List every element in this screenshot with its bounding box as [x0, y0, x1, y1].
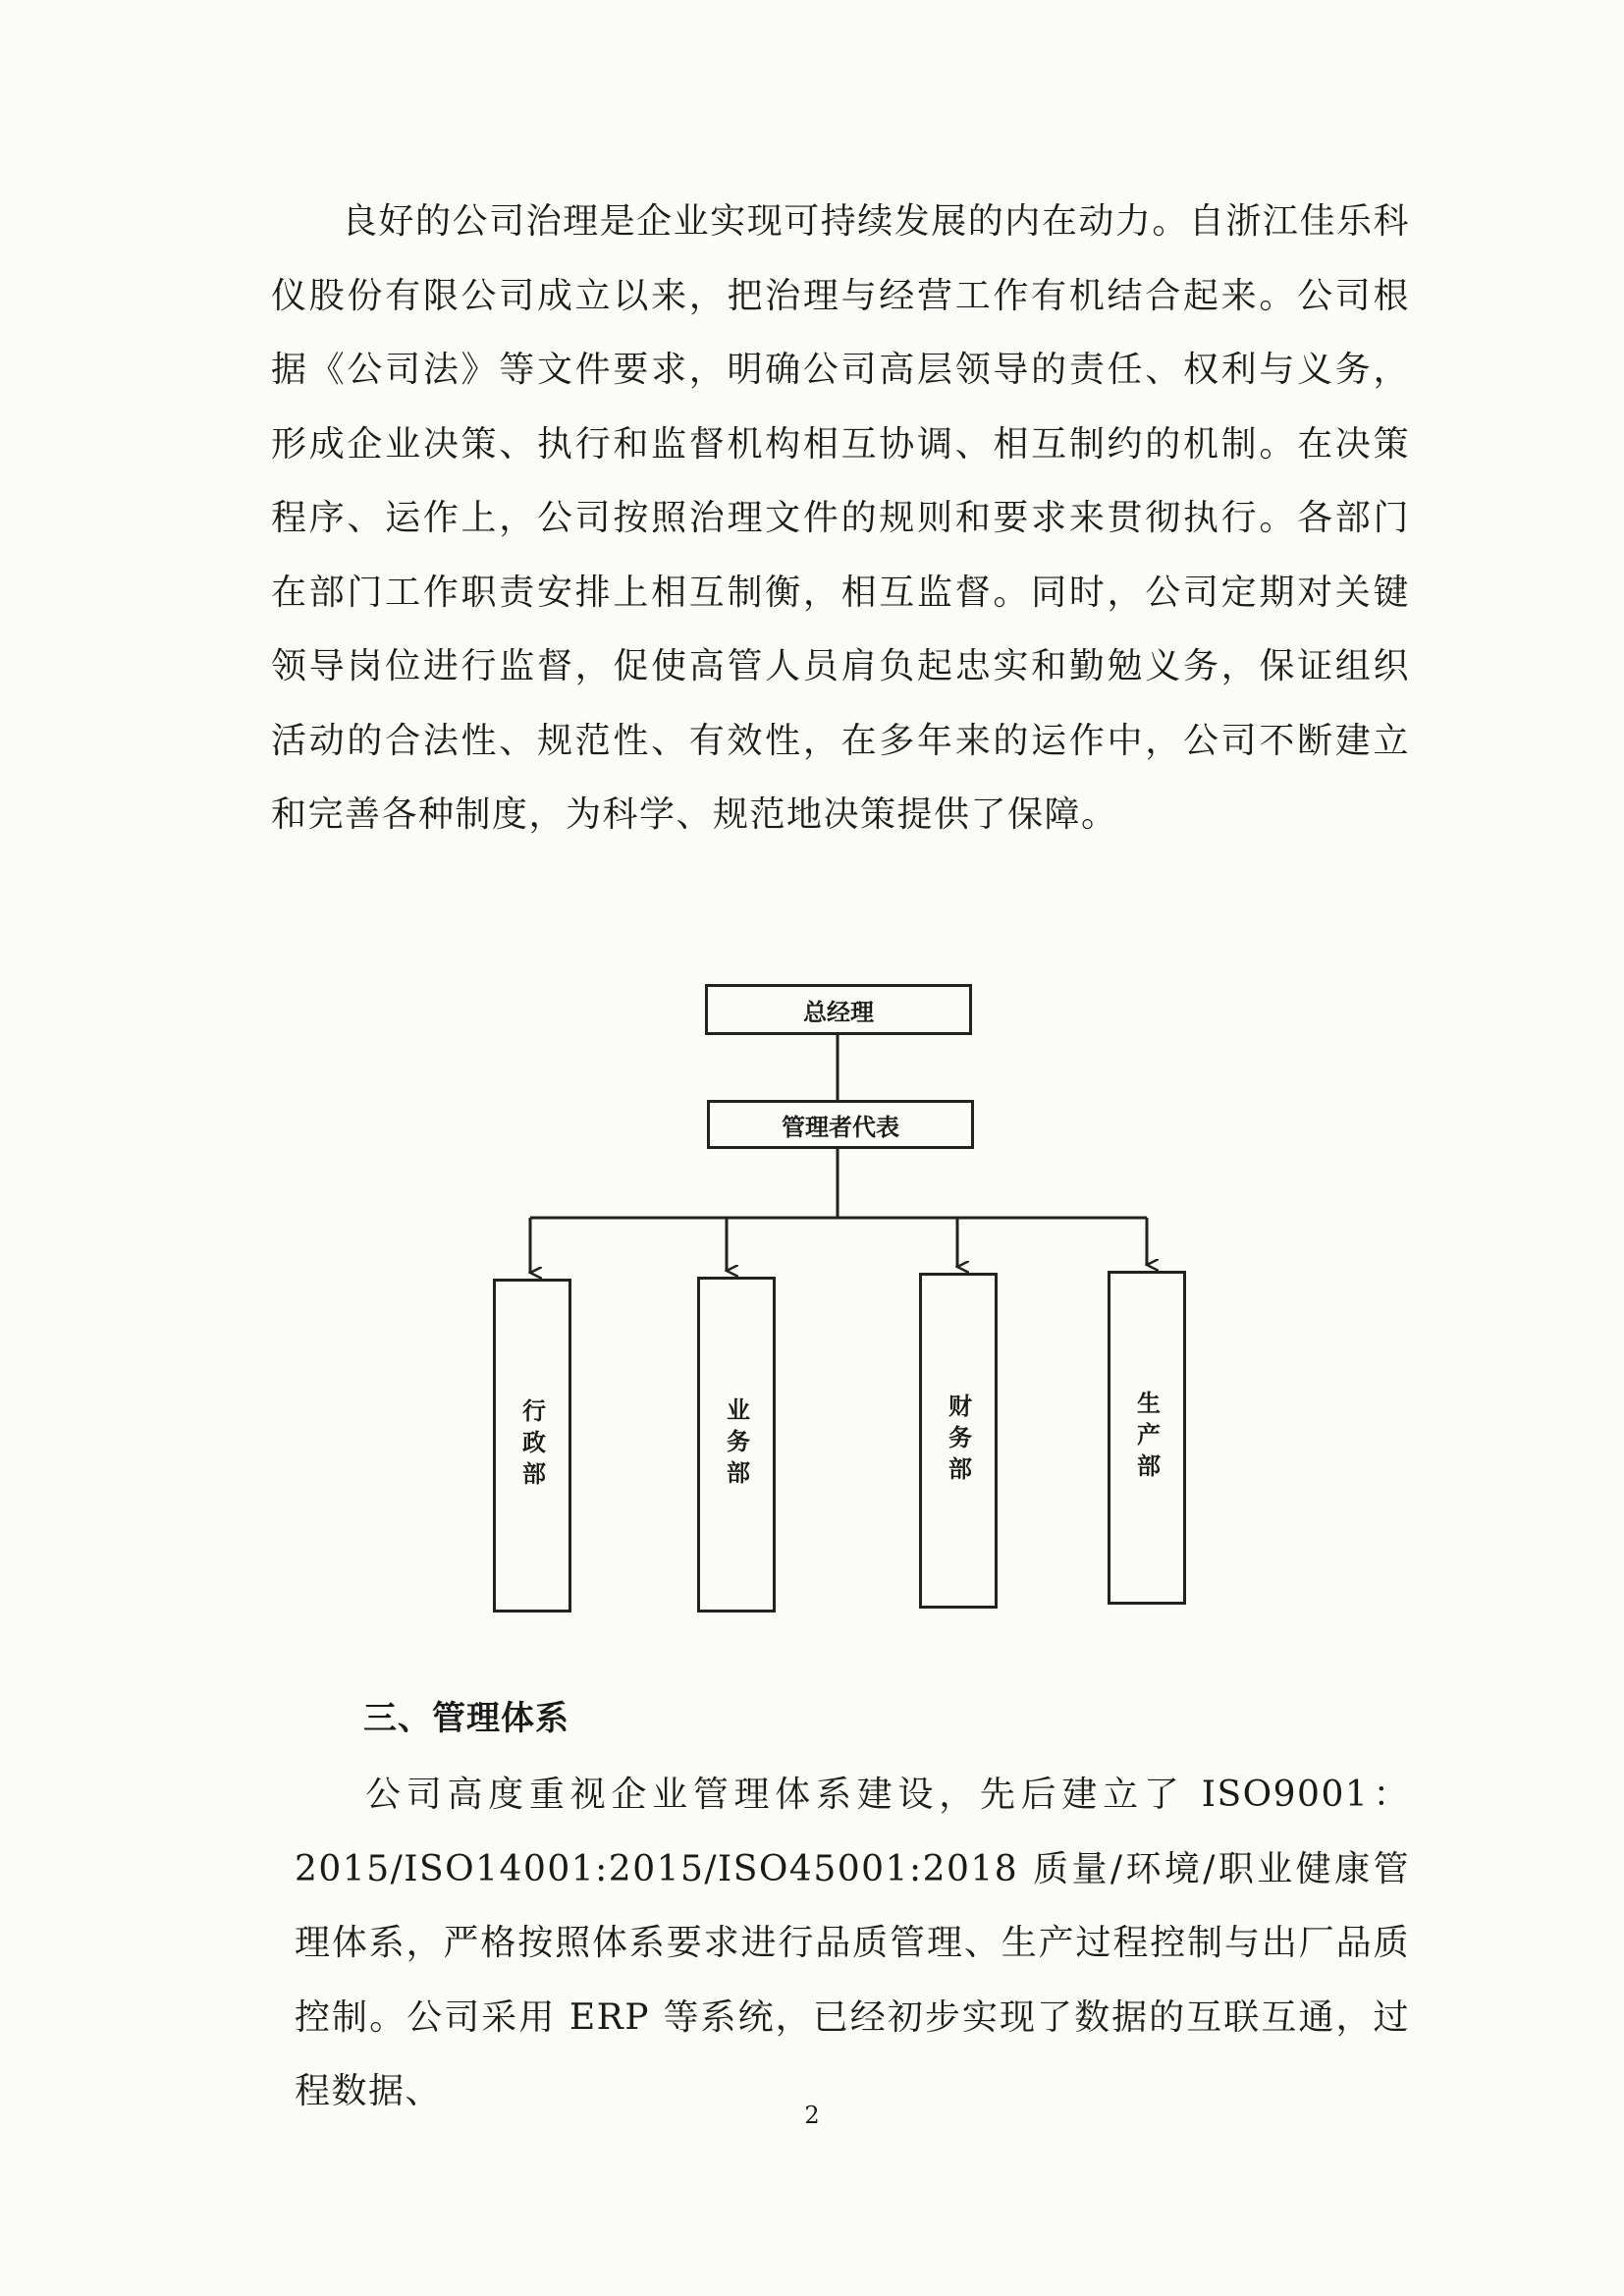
page-number: 2: [804, 2102, 820, 2129]
org-box-dept-finance: [919, 1273, 998, 1609]
org-box-management-representative: 管理者代表: [707, 1100, 974, 1149]
dept-label-admin: 行政部: [517, 1398, 546, 1493]
org-box-dept-admin: [493, 1279, 571, 1613]
org-box-general-manager: 总经理: [705, 984, 972, 1035]
paragraph-management-system: 公司高度重视企业管理体系建设，先后建立了 ISO9001：2015/ISO14001:2015/ISO45001:2018 质量/环境/职业健康管理体系，严格按照体系要求进行品质管理、生产过程控制与出厂品质控制。公司采用 ERP 等系统，已经初步实现了数据的互联互通，过程数据、: [295, 1775, 1410, 2111]
dept-label-business: 业务部: [722, 1397, 750, 1492]
paragraph-corporate-governance: 良好的公司治理是企业实现可持续发展的内在动力。自浙江佳乐科仪股份有限公司成立以来，把治理与经营工作有机结合起来。公司根据《公司法》等文件要求，明确公司高层领导的责任、权利与义务，形成企业决策、执行和监督机构相互协调、相互制约的机制。在决策程序、运作上，公司按照治理文件的规则和要求来贯彻执行。各部门在部门工作职责安排上相互制衡，相互监督。同时，公司定期对关键领导岗位进行监督，促使高管人员肩负起忠实和勤勉义务，保证组织活动的合法性、规范性、有效性，在多年来的运作中，公司不断建立和完善各种制度，为科学、规范地决策提供了保障。: [271, 201, 1410, 835]
org-box-dept-production: [1108, 1271, 1186, 1605]
section-title-management-system: 三、管理体系: [363, 1699, 569, 1738]
dept-label-finance: 财务部: [944, 1394, 972, 1488]
org-box-dept-business: [697, 1277, 776, 1613]
dept-label-production: 生产部: [1132, 1391, 1161, 1485]
